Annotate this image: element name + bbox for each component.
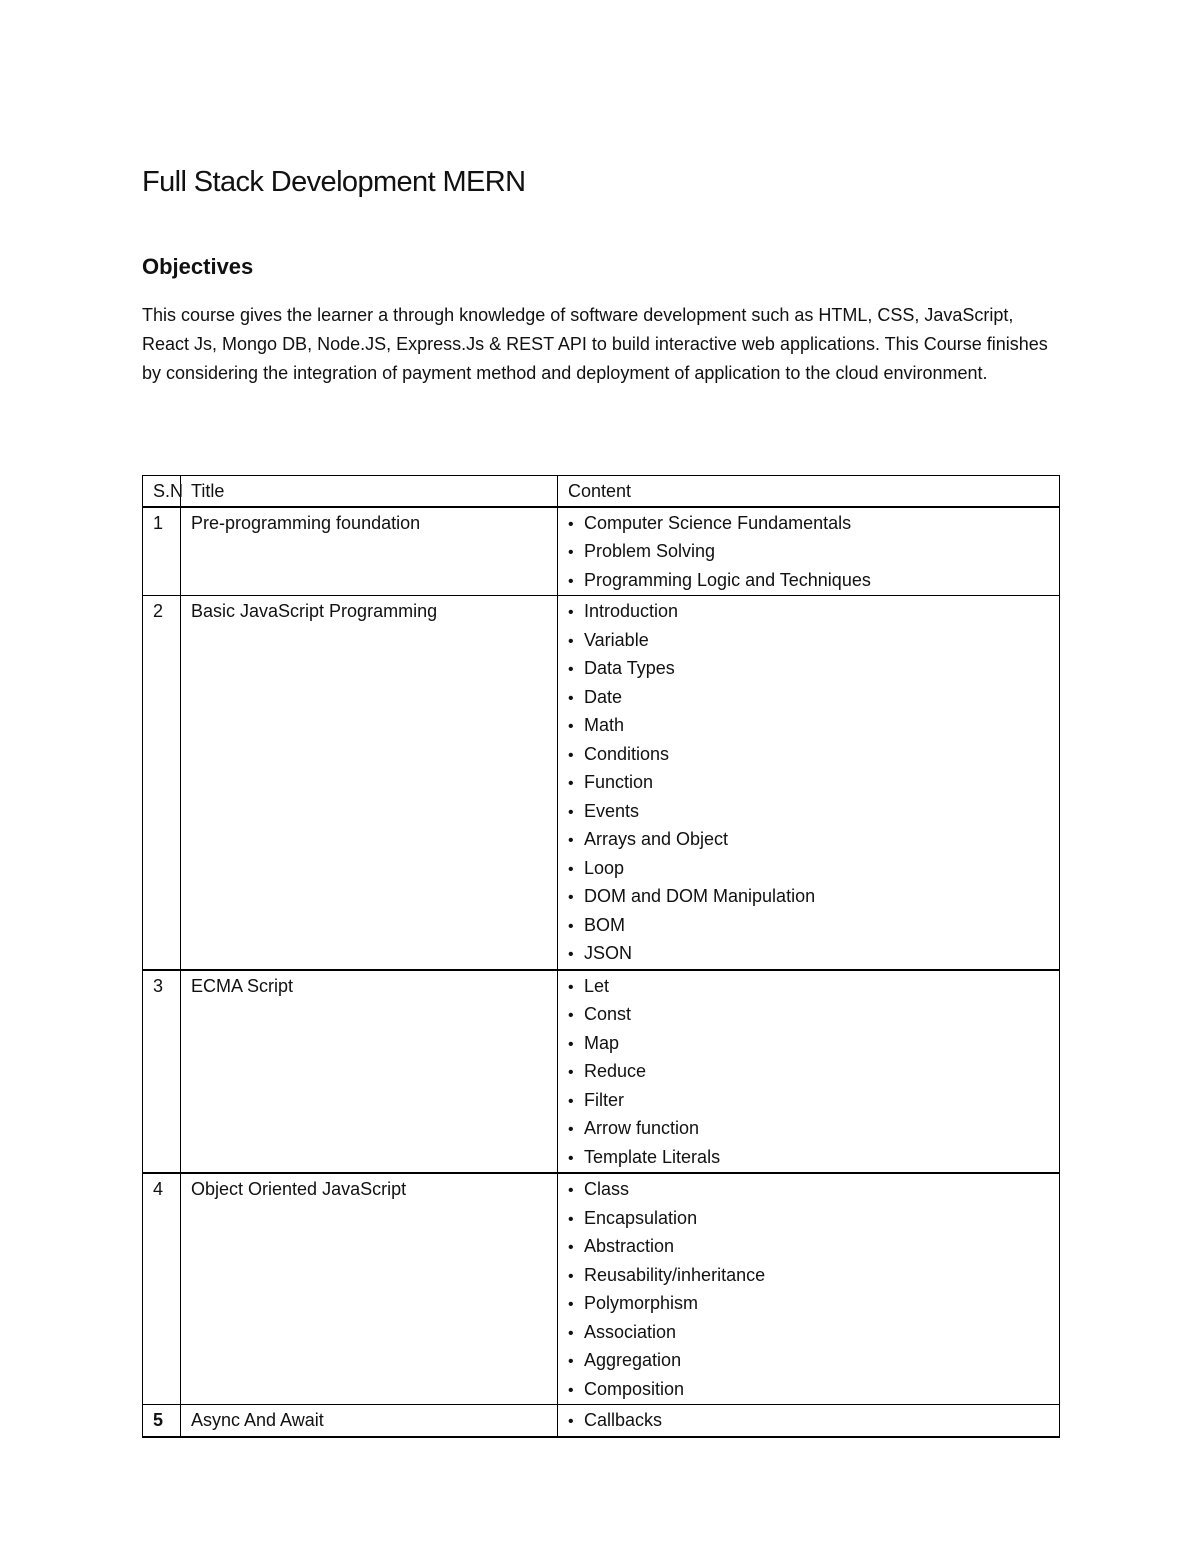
list-item (568, 912, 1049, 941)
row-content (558, 596, 1060, 970)
list-item (568, 940, 1049, 969)
list-item-text: Class (584, 1179, 630, 1199)
row-title: Object Oriented JavaScript (181, 1173, 558, 1405)
table-row (143, 970, 1060, 1174)
list-item (568, 1376, 1049, 1405)
objectives-heading: Objectives (142, 254, 254, 279)
bullet-icon: • (568, 832, 574, 849)
list-item (568, 1001, 1049, 1030)
bullet-icon: • (568, 544, 574, 561)
table-header-row (143, 476, 1060, 507)
list-item (568, 855, 1049, 884)
row-sn: 3 (143, 970, 181, 1174)
bullet-icon: • (568, 718, 574, 735)
list-item (568, 598, 1049, 627)
list-item (568, 538, 1049, 567)
list-item (568, 883, 1049, 912)
content-list (568, 510, 1049, 596)
bullet-icon: • (568, 1210, 574, 1228)
list-item-text: Encapsulation (584, 1207, 698, 1228)
list-item (568, 1176, 1049, 1205)
list-item-text: Programming Logic and Techniques (584, 569, 871, 590)
list-item-text: BOM (584, 914, 626, 935)
content-list (568, 1407, 1049, 1436)
list-item-text: Conditions (584, 743, 670, 764)
bullet-icon: • (568, 1035, 574, 1053)
bullet-icon: • (568, 632, 574, 650)
bullet-icon: • (568, 1007, 574, 1024)
list-item (568, 1115, 1049, 1144)
bullet-icon: • (568, 889, 574, 906)
list-item (568, 712, 1049, 741)
list-item (568, 567, 1049, 596)
objectives-paragraph: This course gives the learner a through knowledge of software development such as HTML, CSS, JavaScript, React Js, Mongo DB, Node.JS, Express.Js & REST API to build interactive web applications. This Course finishes by considering the integration of payment method and deployment of application to the cloud environment. (142, 305, 1048, 383)
list-item-text: Function (584, 772, 654, 792)
bullet-icon: • (568, 1121, 574, 1138)
list-item-text: DOM and DOM Manipulation (584, 886, 816, 906)
list-item-text: Introduction (584, 601, 679, 621)
list-item-text: Reusability/inheritance (584, 1264, 766, 1285)
row-title: Pre-programming foundation (181, 507, 558, 596)
table-row (143, 596, 1060, 970)
list-item-text: Problem Solving (584, 541, 716, 561)
bullet-icon: • (568, 1064, 574, 1081)
row-sn: 1 (143, 507, 181, 596)
list-item-text: Reduce (584, 1061, 647, 1081)
list-item (568, 826, 1049, 855)
list-item (568, 741, 1049, 770)
list-item (568, 973, 1049, 1002)
list-item-text: Data Types (584, 658, 675, 678)
list-item-text: Const (584, 1004, 632, 1024)
bullet-icon: • (568, 978, 574, 996)
list-item (568, 1319, 1049, 1348)
bullet-icon: • (568, 1267, 574, 1285)
row-content (558, 970, 1060, 1174)
list-item-text: Template Literals (584, 1146, 721, 1167)
row-title: Basic JavaScript Programming (181, 596, 558, 970)
list-item (568, 655, 1049, 684)
list-item-text: Computer Science Fundamentals (584, 512, 852, 533)
list-item-text: Callbacks (584, 1410, 663, 1430)
list-item (568, 1233, 1049, 1262)
bullet-icon: • (568, 1149, 574, 1167)
bullet-icon: • (568, 803, 574, 821)
bullet-icon: • (568, 1413, 574, 1430)
row-content (558, 1173, 1060, 1405)
list-item-text: Events (584, 800, 640, 821)
list-item (568, 1087, 1049, 1116)
header-content: Content (558, 476, 1060, 507)
list-item-text: Date (584, 686, 623, 707)
bullet-icon: • (568, 515, 574, 533)
document-title: Full Stack Development MERN (142, 166, 526, 198)
bullet-icon: • (568, 1324, 574, 1342)
row-title: Async And Await (181, 1405, 558, 1437)
list-item (568, 1030, 1049, 1059)
content-list (568, 598, 1049, 969)
content-list (568, 1176, 1049, 1404)
table-row (143, 1173, 1060, 1405)
bullet-icon: • (568, 1092, 574, 1110)
list-item (568, 769, 1049, 798)
list-item-text: Polymorphism (584, 1293, 699, 1313)
bullet-icon: • (568, 746, 574, 764)
header-sn: S.N (143, 476, 181, 507)
bullet-icon: • (568, 1353, 574, 1370)
bullet-icon: • (568, 917, 574, 935)
list-item (568, 1347, 1049, 1376)
row-sn: 4 (143, 1173, 181, 1405)
row-sn: 5 (143, 1405, 181, 1437)
list-item-text: Association (584, 1321, 677, 1342)
bullet-icon: • (568, 604, 574, 621)
list-item (568, 1144, 1049, 1173)
list-item (568, 1205, 1049, 1234)
list-item (568, 1262, 1049, 1291)
row-content (558, 1405, 1060, 1437)
table-row (143, 507, 1060, 596)
list-item (568, 684, 1049, 713)
list-item-text: JSON (584, 943, 633, 963)
row-content (558, 507, 1060, 596)
list-item (568, 510, 1049, 539)
bullet-icon: • (568, 689, 574, 707)
course-content-table (142, 475, 1060, 1438)
list-item-text: Composition (584, 1378, 685, 1399)
content-list (568, 973, 1049, 1173)
bullet-icon: • (568, 860, 574, 878)
row-sn: 2 (143, 596, 181, 970)
bullet-icon: • (568, 1296, 574, 1313)
bullet-icon: • (568, 946, 574, 963)
row-title: ECMA Script (181, 970, 558, 1174)
list-item-text: Let (584, 975, 610, 996)
list-item-text: Aggregation (584, 1350, 682, 1370)
bullet-icon: • (568, 1182, 574, 1199)
list-item-text: Filter (584, 1089, 624, 1110)
list-item (568, 798, 1049, 827)
bullet-icon: • (568, 572, 574, 590)
bullet-icon: • (568, 1239, 574, 1256)
list-item (568, 1058, 1049, 1087)
bullet-icon: • (568, 1381, 574, 1399)
list-item-text: Arrow function (584, 1118, 700, 1138)
list-item (568, 1290, 1049, 1319)
list-item-text: Variable (584, 629, 649, 650)
bullet-icon: • (568, 775, 574, 792)
list-item-text: Arrays and Object (584, 829, 729, 849)
bullet-icon: • (568, 661, 574, 678)
list-item-text: Map (584, 1032, 620, 1053)
list-item-text: Loop (584, 857, 625, 878)
list-item (568, 1407, 1049, 1436)
list-item (568, 627, 1049, 656)
table-row (143, 1405, 1060, 1437)
list-item-text: Math (584, 715, 625, 735)
header-title: Title (181, 476, 558, 507)
list-item-text: Abstraction (584, 1236, 675, 1256)
